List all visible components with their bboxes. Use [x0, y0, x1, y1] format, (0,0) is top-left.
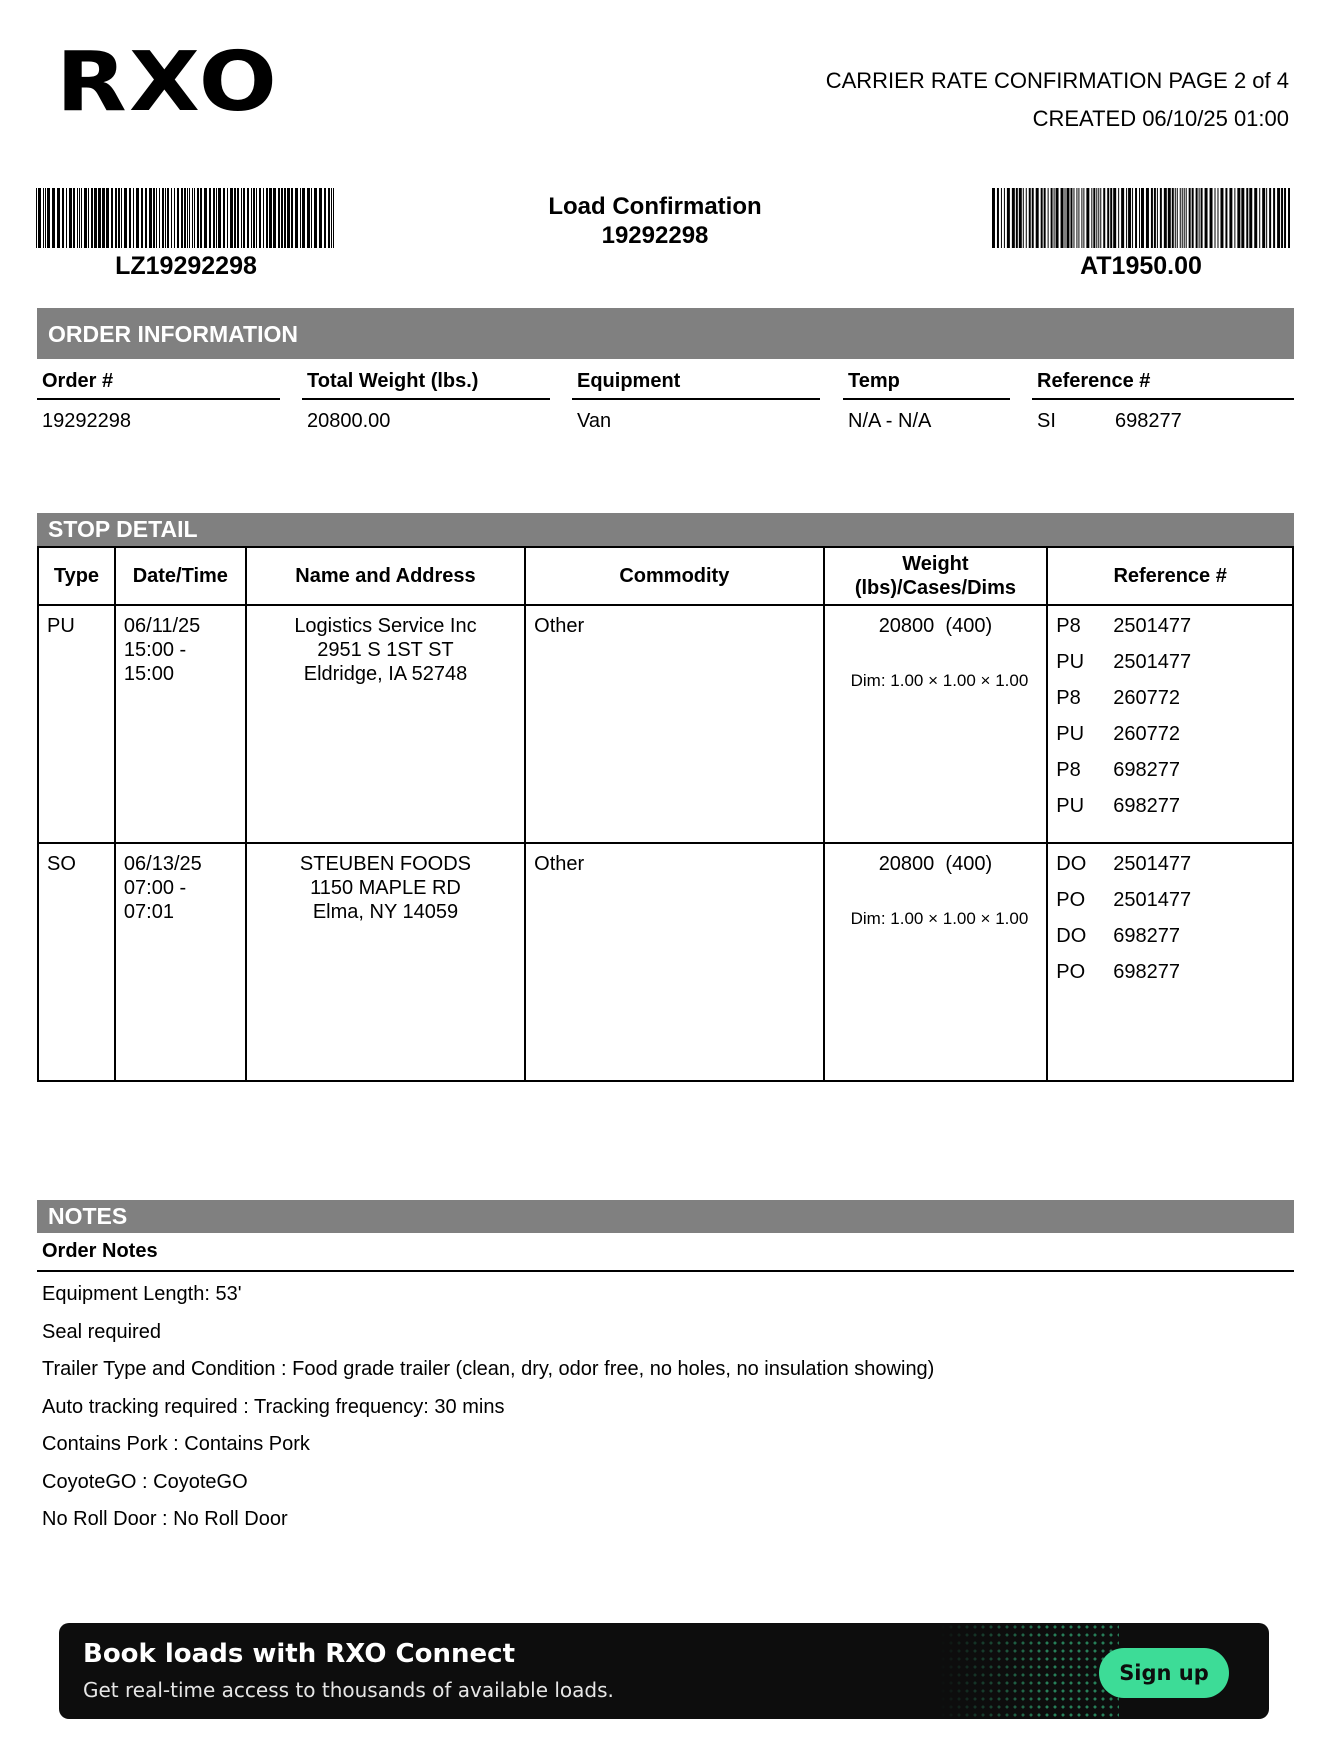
stop-weight-cell	[824, 843, 1048, 1081]
barcode-bar	[69, 188, 72, 248]
barcode-bar	[1078, 188, 1079, 248]
ref-code: PU	[1056, 723, 1085, 745]
barcode-bar	[234, 188, 236, 248]
order-number-value: 19292298	[42, 410, 131, 432]
ref-number: 2501477	[1113, 853, 1192, 875]
barcode-bar	[1269, 188, 1271, 248]
stop-references	[1047, 843, 1293, 1081]
barcode-bar	[1154, 188, 1156, 248]
barcode-bar	[1056, 188, 1059, 248]
barcode-bar	[88, 188, 89, 248]
barcode-bar	[1273, 188, 1275, 248]
barcode-bar	[52, 188, 55, 248]
load-confirmation-title	[455, 192, 855, 250]
barcode-bar	[223, 188, 225, 248]
reference-number: 698277	[1115, 410, 1182, 432]
barcode-bar	[1277, 188, 1280, 248]
barcode-bar	[66, 188, 67, 248]
barcode-bar	[247, 188, 249, 248]
order-information-header: ORDER INFORMATION	[37, 308, 1294, 359]
stop-address2: Eldridge, IA 52748	[303, 663, 468, 685]
barcode-bar	[1168, 188, 1171, 248]
list-item: CoyoteGO : CoyoteGO	[42, 1470, 248, 1493]
stop-weight-cell	[824, 605, 1048, 843]
stop-datetime	[115, 605, 246, 843]
barcode-bar	[1266, 188, 1267, 248]
stop-dims: Dim: 1.00 × 1.00 × 1.00	[850, 671, 1029, 690]
barcode-bar	[314, 188, 317, 248]
notes-header: NOTES	[37, 1200, 1294, 1233]
ref-number: 698277	[1113, 925, 1181, 947]
barcode-bar	[1132, 188, 1133, 248]
barcode-bar	[141, 188, 143, 248]
created-timestamp: CREATED 06/10/25 01:00	[1032, 106, 1289, 131]
barcode-right-text: AT1950.00	[1080, 252, 1202, 280]
total-weight-label: Total Weight (lbs.)	[302, 370, 550, 400]
equipment-label: Equipment	[572, 370, 820, 400]
barcode-bar	[237, 188, 239, 248]
barcode-bar	[174, 188, 175, 248]
list-item	[1056, 614, 1284, 650]
barcode-bar	[1091, 188, 1092, 248]
list-item	[1056, 960, 1284, 996]
stop-references	[1047, 605, 1293, 843]
barcode-bar	[171, 188, 172, 248]
barcode-bar	[307, 188, 310, 248]
barcode-bar	[1081, 188, 1082, 248]
list-item	[1056, 650, 1284, 686]
barcode-bar	[43, 188, 44, 248]
barcode-bar	[1180, 188, 1181, 248]
barcode-bar	[302, 188, 305, 248]
barcode-bar	[62, 188, 64, 248]
stop-datetime	[115, 843, 246, 1081]
barcode-bar	[1182, 188, 1183, 248]
stop-name-address	[246, 843, 525, 1081]
list-item	[1056, 794, 1284, 830]
list-item: Equipment Length: 53'	[42, 1283, 242, 1305]
barcode-bar	[1217, 188, 1218, 248]
barcode-bar	[1032, 188, 1034, 248]
barcode-bar	[295, 188, 298, 248]
barcode-bar	[287, 188, 290, 248]
barcode-bar	[136, 188, 139, 248]
barcode-bar	[187, 188, 188, 248]
temp-label: Temp	[843, 370, 1010, 400]
reference-column	[1032, 370, 1294, 433]
barcode-bar	[1160, 188, 1162, 248]
ref-code: PO	[1056, 889, 1086, 911]
barcode-bar	[1234, 188, 1235, 248]
stop-time-from: 15:00 -	[123, 639, 187, 661]
col-weight-line2: (lbs)/Cases/Dims	[854, 577, 1016, 599]
barcode-bar	[145, 188, 147, 248]
list-item: Trailer Type and Condition : Food grade trailer (clean, dry, odor free, no holes, no insulation showing)	[42, 1358, 935, 1380]
barcode-bar	[243, 188, 245, 248]
barcode-bar	[1249, 188, 1252, 248]
barcode-bar	[1118, 188, 1119, 248]
stop-address2: Elma, NY 14059	[312, 901, 459, 923]
barcode-bar	[311, 188, 312, 248]
barcode-bar	[1103, 188, 1105, 248]
barcode-bar	[121, 188, 122, 248]
list-item	[1056, 758, 1284, 794]
barcode-bar	[118, 188, 120, 248]
stop-commodity: Other	[525, 605, 823, 843]
barcode-bar	[181, 188, 183, 248]
barcode-bar	[209, 188, 211, 248]
barcode-bar	[1210, 188, 1213, 248]
reference-code: SI	[1037, 410, 1056, 432]
barcode-bar	[115, 188, 117, 248]
barcode-right	[992, 188, 1290, 248]
barcode-bar	[98, 188, 101, 248]
barcode-bar	[1110, 188, 1112, 248]
barcode-bar	[227, 188, 228, 248]
stop-time-from: 07:00 -	[123, 877, 187, 899]
ref-number: 698277	[1113, 961, 1181, 983]
barcode-bar	[1051, 188, 1053, 248]
barcode-bar	[1141, 188, 1144, 248]
load-title-label: Load Confirmation	[548, 193, 762, 220]
stop-detail-header: STOP DETAIL	[37, 513, 1294, 546]
barcode-bar	[153, 188, 155, 248]
barcode-bar	[1199, 188, 1200, 248]
barcode-bar	[111, 188, 113, 248]
barcode-bar	[197, 188, 199, 248]
barcode-bar	[133, 188, 134, 248]
list-item	[1056, 852, 1284, 888]
barcode-bar	[129, 188, 131, 248]
ref-number: 2501477	[1113, 651, 1192, 673]
stop-date: 06/13/25	[123, 853, 202, 875]
barcode-bar	[992, 188, 995, 248]
barcode-bar	[1164, 188, 1167, 248]
barcode-bar	[216, 188, 217, 248]
list-item	[1056, 686, 1284, 722]
col-datetime: Date/Time	[115, 547, 246, 605]
sign-up-button[interactable]: Sign up	[1099, 1648, 1229, 1698]
ref-number: 2501477	[1113, 889, 1192, 911]
barcode-left	[36, 188, 336, 248]
banner-subtitle: Get real-time access to thousands of available loads.	[83, 1678, 614, 1702]
barcode-bar	[273, 188, 276, 248]
ref-code: P8	[1056, 615, 1081, 637]
temp-column	[843, 370, 1010, 433]
barcode-bar	[1041, 188, 1043, 248]
barcode-bar	[1076, 188, 1077, 248]
list-item: Auto tracking required : Tracking frequency: 30 mins	[42, 1395, 505, 1418]
stop-time-to: 07:01	[123, 901, 174, 923]
barcode-bar	[1254, 188, 1257, 248]
stop-name: STEUBEN FOODS	[299, 853, 472, 875]
col-weight	[824, 547, 1048, 605]
barcode-bar	[319, 188, 322, 248]
barcode-bar	[1093, 188, 1095, 248]
barcode-bar	[266, 188, 268, 248]
barcode-bar	[1029, 188, 1031, 248]
order-notes-list	[42, 1276, 934, 1539]
temp-value: N/A - N/A	[848, 410, 932, 432]
barcode-bar	[300, 188, 301, 248]
barcode-bar	[57, 188, 60, 248]
list-item: Seal required	[42, 1320, 161, 1343]
barcode-bar	[189, 188, 190, 248]
stop-table-header-row	[38, 547, 1293, 605]
barcode-bar	[1067, 188, 1070, 248]
order-notes-title: Order Notes	[37, 1236, 1294, 1272]
barcode-bar	[1098, 188, 1099, 248]
barcode-bar	[1121, 188, 1124, 248]
stop-type: SO	[38, 843, 115, 1081]
ref-code: PO	[1056, 961, 1086, 983]
barcode-bar	[156, 188, 157, 248]
barcode-bar	[124, 188, 127, 248]
stop-detail-table	[37, 546, 1294, 1082]
col-type: Type	[38, 547, 115, 605]
barcode-bar	[1070, 188, 1072, 248]
barcode-bar	[1044, 188, 1046, 248]
barcode-bar	[1225, 188, 1227, 248]
barcode-bar	[81, 188, 82, 248]
barcode-bar	[45, 188, 46, 248]
barcode-bar	[204, 188, 207, 248]
stop-name: Logistics Service Inc	[294, 615, 477, 637]
reference-label: Reference #	[1032, 370, 1294, 400]
barcode-bar	[1284, 188, 1286, 248]
barcode-bar	[1288, 188, 1290, 248]
barcode-bar	[1139, 188, 1140, 248]
equipment-value: Van	[577, 410, 612, 432]
stop-weight: 20800 (400)	[878, 853, 993, 875]
barcode-bar	[167, 188, 169, 248]
barcode-bar	[218, 188, 221, 248]
col-reference: Reference #	[1047, 547, 1293, 605]
barcode-bar	[1246, 188, 1248, 248]
barcode-bar	[1086, 188, 1089, 248]
table-row	[38, 843, 1293, 1081]
barcode-bar	[79, 188, 80, 248]
table-row	[38, 605, 1293, 843]
page-indicator: CARRIER RATE CONFIRMATION PAGE 2 of 4	[825, 68, 1289, 93]
list-item	[1056, 924, 1284, 960]
barcode-bar	[1196, 188, 1198, 248]
barcode-bar	[84, 188, 87, 248]
barcode-bar	[194, 188, 195, 248]
list-item	[1056, 888, 1284, 924]
barcode-bar	[1175, 188, 1176, 248]
barcode-bar	[269, 188, 272, 248]
ref-code: P8	[1056, 687, 1081, 709]
barcode-bar	[1192, 188, 1194, 248]
ref-number: 698277	[1113, 795, 1181, 817]
barcode-bar	[184, 188, 186, 248]
barcode-bar	[1096, 188, 1097, 248]
barcode-bar	[1186, 188, 1187, 248]
stop-commodity: Other	[525, 843, 823, 1081]
barcode-bar	[1073, 188, 1074, 248]
banner-title: Book loads with RXO Connect	[83, 1639, 515, 1669]
ref-number: 698277	[1113, 759, 1181, 781]
ref-number: 2501477	[1113, 615, 1192, 637]
rxo-logo: RXO	[56, 35, 280, 130]
barcode-bar	[284, 188, 286, 248]
ref-number: 260772	[1113, 723, 1181, 745]
barcode-bar	[1065, 188, 1066, 248]
barcode-bar	[1281, 188, 1283, 248]
load-number: 19292298	[601, 222, 709, 249]
total-weight-column	[302, 370, 550, 433]
barcode-bar	[1259, 188, 1260, 248]
order-number-label: Order #	[37, 370, 280, 400]
barcode-bar	[192, 188, 193, 248]
barcode-bar	[1004, 188, 1005, 248]
document-header	[826, 62, 1289, 138]
barcode-bar	[263, 188, 264, 248]
barcode-bar	[200, 188, 202, 248]
barcode-bar	[997, 188, 999, 248]
reference-value	[1032, 400, 1294, 433]
barcode-bar	[1201, 188, 1203, 248]
list-item	[1056, 722, 1284, 758]
barcode-bar	[1048, 188, 1049, 248]
ref-code: DO	[1056, 925, 1087, 947]
barcode-bar	[256, 188, 257, 248]
stop-address1: 1150 MAPLE RD	[310, 877, 461, 899]
rxo-connect-banner[interactable]	[59, 1623, 1269, 1719]
list-item: No Roll Door : No Roll Door	[42, 1508, 288, 1530]
barcode-bar	[213, 188, 215, 248]
barcode-bar	[1177, 188, 1178, 248]
barcode-bar	[1026, 188, 1027, 248]
barcode-bar	[1146, 188, 1149, 248]
stop-time-to: 15:00	[123, 663, 174, 685]
stop-date: 06/11/25	[123, 615, 201, 637]
col-commodity: Commodity	[525, 547, 823, 605]
barcode-bar	[47, 188, 50, 248]
barcode-bar	[1215, 188, 1216, 248]
barcode-bar	[291, 188, 293, 248]
barcode-bar	[38, 188, 41, 248]
barcode-bar	[159, 188, 160, 248]
barcode-bar	[102, 188, 105, 248]
barcode-bar	[1128, 188, 1131, 248]
barcode-bar	[328, 188, 330, 248]
barcode-bar	[1100, 188, 1101, 248]
barcode-bar	[1012, 188, 1015, 248]
barcode-bar	[177, 188, 179, 248]
barcode-bar	[149, 188, 152, 248]
ref-number: 260772	[1113, 687, 1181, 709]
barcode-bar	[333, 188, 334, 248]
barcode-bar	[36, 188, 37, 248]
barcode-bar	[230, 188, 233, 248]
barcode-bar	[91, 188, 93, 248]
ref-code: DO	[1056, 853, 1087, 875]
barcode-bar	[1061, 188, 1064, 248]
barcode-bar	[73, 188, 75, 248]
barcode-bar	[331, 188, 332, 248]
barcode-left-text: LZ19292298	[115, 252, 257, 280]
barcode-bar	[324, 188, 326, 248]
barcode-bar	[1184, 188, 1185, 248]
stop-type: PU	[38, 605, 115, 843]
barcode-bar	[106, 188, 109, 248]
ref-code: P8	[1056, 759, 1081, 781]
barcode-bar	[253, 188, 255, 248]
barcode-bar	[1205, 188, 1208, 248]
barcode-bar	[162, 188, 164, 248]
stop-weight: 20800 (400)	[878, 615, 993, 637]
barcode-bar	[1019, 188, 1022, 248]
order-number-column	[37, 370, 280, 433]
barcode-bar	[1135, 188, 1137, 248]
barcode-bar	[77, 188, 78, 248]
barcode-bar	[281, 188, 283, 248]
col-weight-line1: Weight	[902, 553, 969, 575]
barcode-bar	[94, 188, 97, 248]
barcode-bar	[1262, 188, 1265, 248]
ref-code: PU	[1056, 795, 1085, 817]
barcode-bar	[1016, 188, 1018, 248]
stop-name-address	[246, 605, 525, 843]
barcode-bar	[251, 188, 252, 248]
barcode-bar	[241, 188, 242, 248]
barcode-bar	[1237, 188, 1240, 248]
banner-dot-pattern	[939, 1623, 1119, 1719]
barcode-bar	[165, 188, 166, 248]
barcode-bar	[278, 188, 280, 248]
barcode-bar	[1107, 188, 1109, 248]
barcode-bar	[1036, 188, 1039, 248]
barcode-bar	[1229, 188, 1232, 248]
barcode-bar	[1172, 188, 1174, 248]
barcode-bar	[1241, 188, 1244, 248]
barcode-bar	[1151, 188, 1153, 248]
ref-code: PU	[1056, 651, 1085, 673]
barcode-bar	[1157, 188, 1158, 248]
barcode-bar	[1126, 188, 1127, 248]
barcode-bar	[1083, 188, 1084, 248]
barcode-bar	[1189, 188, 1191, 248]
barcode-bar	[1007, 188, 1010, 248]
stop-dims: Dim: 1.00 × 1.00 × 1.00	[850, 909, 1029, 928]
list-item: Contains Pork : Contains Pork	[42, 1433, 310, 1455]
barcode-bar	[1001, 188, 1002, 248]
stop-address1: 2951 S 1ST ST	[317, 639, 454, 661]
barcode-bar	[1054, 188, 1055, 248]
col-name-address: Name and Address	[246, 547, 525, 605]
equipment-column	[572, 370, 820, 433]
barcode-bar	[1220, 188, 1223, 248]
barcode-bar	[1113, 188, 1116, 248]
barcode-bar	[259, 188, 261, 248]
barcode-bar	[1023, 188, 1024, 248]
total-weight-value: 20800.00	[307, 410, 391, 432]
